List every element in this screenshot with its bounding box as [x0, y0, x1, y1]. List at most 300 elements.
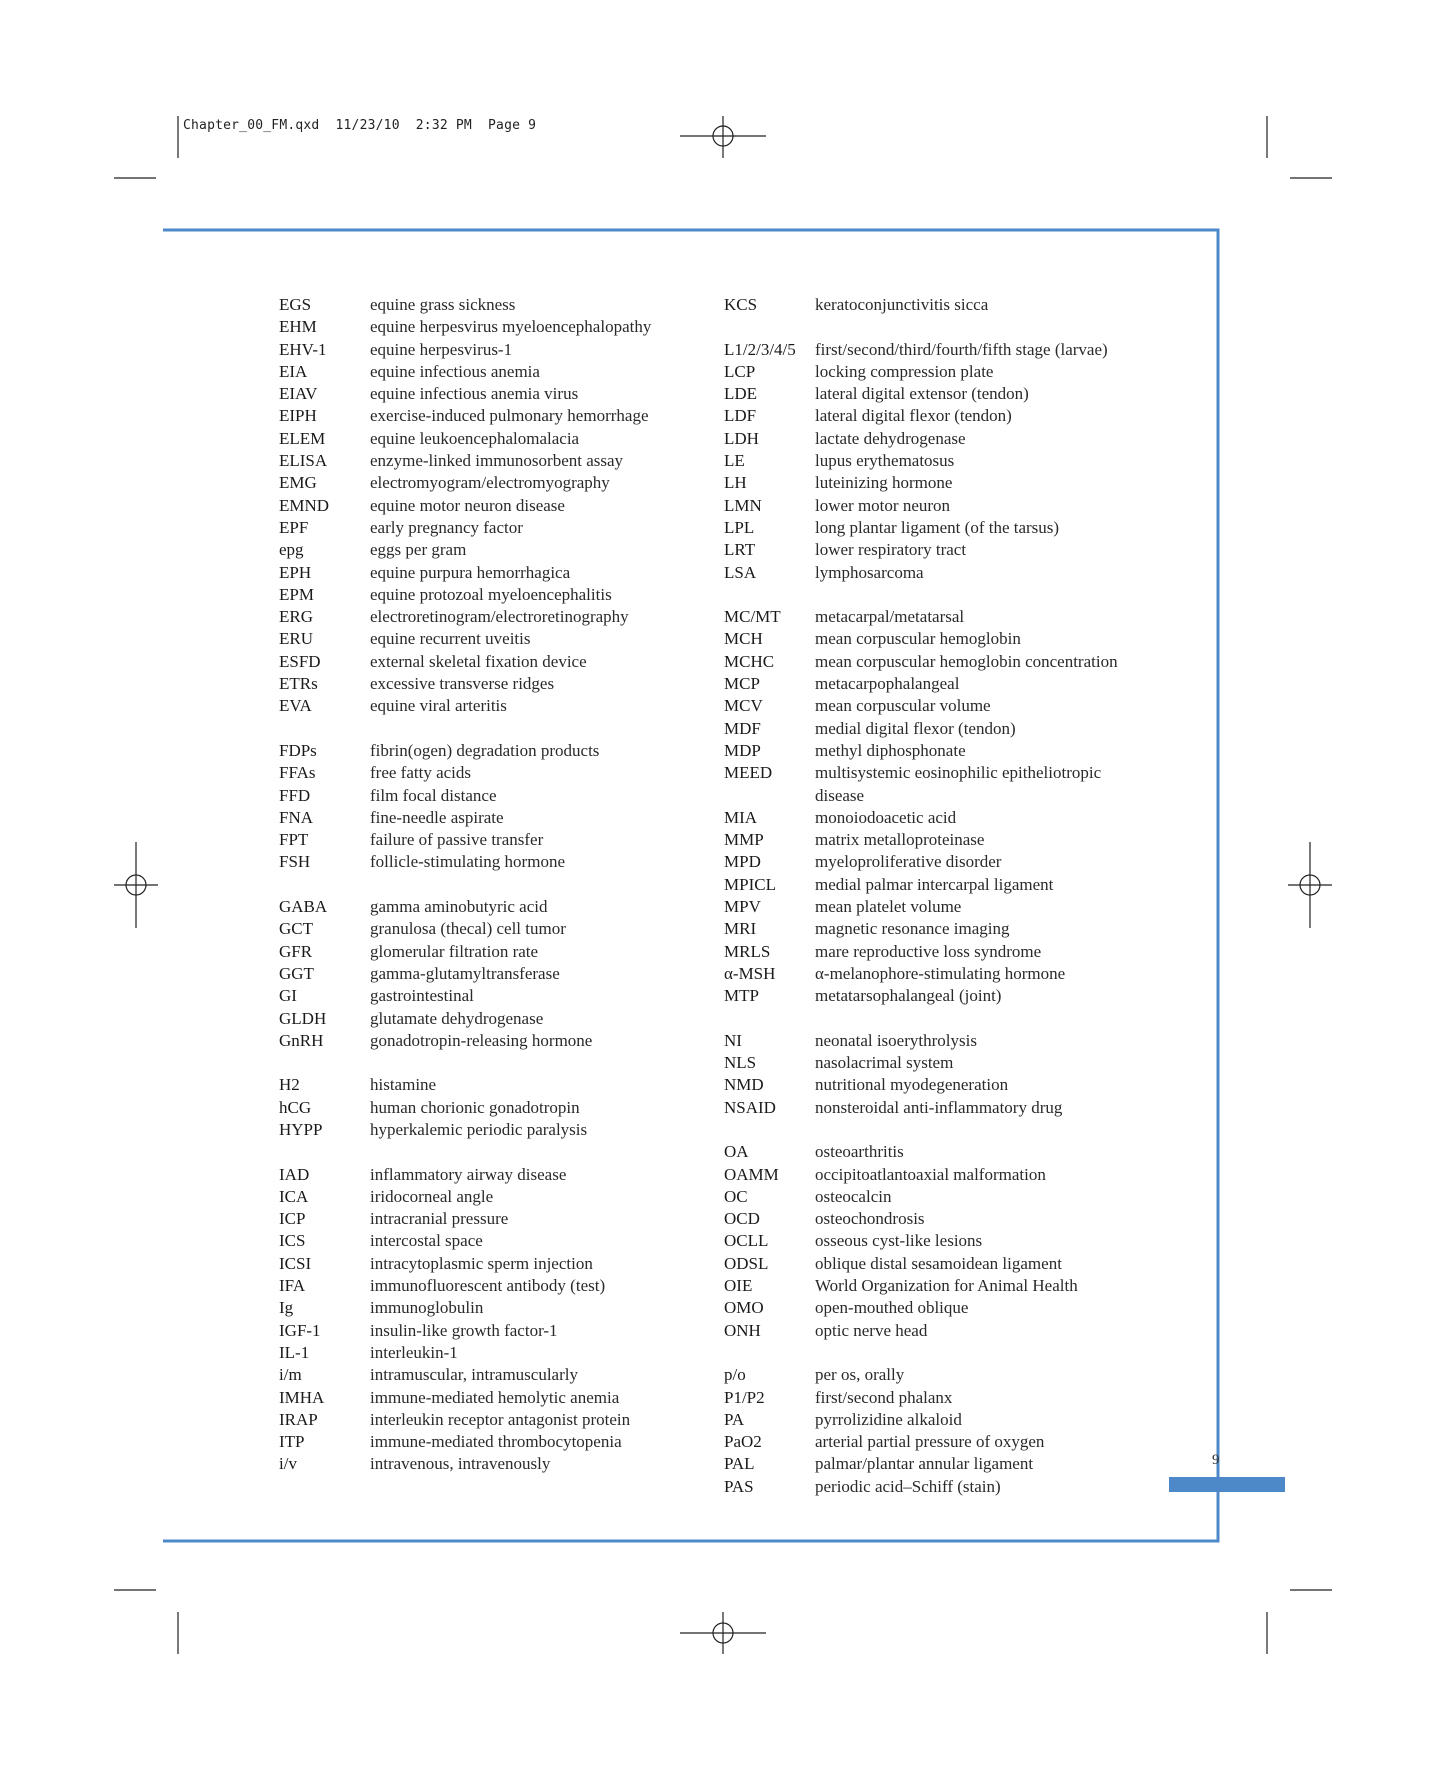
abbreviation-entry — [279, 1364, 699, 1386]
abbreviation: MRI — [724, 919, 757, 939]
page-tab-marker — [1169, 1477, 1285, 1492]
definition: open-mouthed oblique — [815, 1298, 969, 1318]
abbreviation: α-MSH — [724, 963, 776, 983]
abbreviation: LE — [724, 451, 745, 471]
definition: World Organization for Animal Health — [815, 1276, 1078, 1296]
abbreviation: PAS — [724, 1476, 754, 1496]
abbreviation-entry — [724, 383, 1164, 405]
abbreviation: MCHC — [724, 651, 775, 671]
definition: intercostal space — [370, 1231, 483, 1251]
abbreviation: OA — [724, 1142, 749, 1162]
definition: immunofluorescent antibody (test) — [370, 1276, 606, 1296]
abbreviation: LDF — [724, 406, 757, 426]
definition: immune-mediated hemolytic anemia — [370, 1387, 620, 1407]
abbreviation: LCP — [724, 361, 756, 381]
abbreviation-entry — [724, 1208, 1164, 1230]
abbreviation — [724, 1008, 815, 1030]
definition: first/second/third/fourth/fifth stage (larvae) — [815, 339, 1108, 359]
abbreviation-entry — [724, 1476, 1164, 1498]
definition: electromyogram/electromyography — [370, 473, 610, 493]
abbreviation-entry — [724, 718, 1164, 740]
abbreviation-entry — [724, 1409, 1164, 1431]
abbreviation-entry — [724, 450, 1164, 472]
abbreviation-entry — [724, 539, 1164, 561]
abbreviation: ESFD — [279, 651, 321, 671]
definition: periodic acid–Schiff (stain) — [815, 1476, 1001, 1496]
abbreviation-entry — [724, 1186, 1164, 1208]
abbreviation: PAL — [724, 1454, 755, 1474]
definition: lupus erythematosus — [815, 451, 955, 471]
abbreviation: FFD — [279, 785, 311, 805]
definition: histamine — [370, 1075, 437, 1095]
abbreviation-entry — [279, 539, 699, 561]
abbreviation: IMHA — [279, 1387, 325, 1407]
abbreviation-entry — [724, 963, 1164, 985]
abbreviation-entry — [724, 1074, 1164, 1096]
definition: disease — [815, 785, 865, 805]
abbreviation-entry — [279, 584, 699, 606]
abbreviation: MCV — [724, 696, 763, 716]
abbreviation-entry — [724, 339, 1164, 361]
definition: medial digital flexor (tendon) — [815, 718, 1016, 738]
abbreviation-entry — [724, 896, 1164, 918]
abbreviation — [279, 718, 370, 740]
definition: exercise-induced pulmonary hemorrhage — [370, 406, 649, 426]
abbreviation-entry — [724, 1297, 1164, 1319]
abbreviation: ETRs — [279, 674, 318, 694]
abbreviation-entry — [279, 517, 699, 539]
definition: equine leukoencephalomalacia — [370, 428, 580, 448]
definition: external skeletal fixation device — [370, 651, 587, 671]
abbreviation-entry — [279, 785, 699, 807]
abbreviation: PaO2 — [724, 1432, 762, 1452]
abbreviation: EIPH — [279, 406, 317, 426]
definition: lateral digital flexor (tendon) — [815, 406, 1012, 426]
abbreviation-entry — [724, 1008, 1164, 1030]
abbreviation — [279, 1052, 370, 1074]
definition: equine protozoal myeloencephalitis — [370, 584, 612, 604]
abbreviation-entry — [279, 1052, 699, 1074]
abbreviation: ERU — [279, 629, 313, 649]
abbreviation-entry — [279, 896, 699, 918]
abbreviation: i/m — [279, 1365, 302, 1385]
abbreviation: MC/MT — [724, 607, 781, 627]
abbreviation-entry — [724, 918, 1164, 940]
definition: glutamate dehydrogenase — [370, 1008, 544, 1028]
abbreviation-entry — [279, 1208, 699, 1230]
abbreviation-column-right — [724, 294, 1164, 1498]
definition: lactate dehydrogenase — [815, 428, 966, 448]
abbreviation: IFA — [279, 1276, 306, 1296]
abbreviation-entry — [724, 851, 1164, 873]
definition: fibrin(ogen) degradation products — [370, 740, 600, 760]
definition: excessive transverse ridges — [370, 674, 555, 694]
abbreviation: GnRH — [279, 1030, 324, 1050]
abbreviation: MMP — [724, 830, 764, 850]
abbreviation-entry — [279, 851, 699, 873]
abbreviation-entry — [724, 651, 1164, 673]
abbreviation-entry — [724, 874, 1164, 896]
definition: equine viral arteritis — [370, 696, 507, 716]
abbreviation-column-left — [279, 294, 699, 1476]
abbreviation-entry — [279, 1275, 699, 1297]
definition: insulin-like growth factor-1 — [370, 1320, 558, 1340]
definition: early pregnancy factor — [370, 517, 523, 537]
definition: equine motor neuron disease — [370, 495, 565, 515]
definition: film focal distance — [370, 785, 497, 805]
abbreviation-entry — [724, 941, 1164, 963]
abbreviation: ICA — [279, 1186, 309, 1206]
abbreviation: NMD — [724, 1075, 764, 1095]
abbreviation-entry — [724, 1453, 1164, 1475]
definition: nonsteroidal anti-inflammatory drug — [815, 1097, 1063, 1117]
abbreviation: ICSI — [279, 1253, 312, 1273]
abbreviation-entry — [279, 472, 699, 494]
abbreviation: OCD — [724, 1209, 760, 1229]
abbreviation: ICS — [279, 1231, 306, 1251]
abbreviation: p/o — [724, 1365, 746, 1385]
abbreviation: LDE — [724, 384, 758, 404]
definition: gamma-glutamyltransferase — [370, 963, 560, 983]
abbreviation-entry — [279, 673, 699, 695]
definition: intracranial pressure — [370, 1209, 509, 1229]
definition: intracytoplasmic sperm injection — [370, 1253, 593, 1273]
abbreviation: FNA — [279, 807, 314, 827]
abbreviation: EHM — [279, 317, 317, 337]
abbreviation-entry — [279, 874, 699, 896]
definition: intravenous, intravenously — [370, 1454, 551, 1474]
abbreviation-entry — [724, 428, 1164, 450]
abbreviation-entry — [279, 1030, 699, 1052]
abbreviation-entry — [279, 807, 699, 829]
abbreviation-entry — [724, 606, 1164, 628]
definition: metatarsophalangeal (joint) — [815, 986, 1002, 1006]
definition: medial palmar intercarpal ligament — [815, 874, 1054, 894]
abbreviation-entry — [279, 1342, 699, 1364]
abbreviation: GGT — [279, 963, 314, 983]
abbreviation: MTP — [724, 986, 759, 1006]
abbreviation: PA — [724, 1409, 745, 1429]
abbreviation: FSH — [279, 852, 311, 872]
page-number: 9 — [1212, 1452, 1220, 1468]
abbreviation: OIE — [724, 1276, 753, 1296]
abbreviation: MDF — [724, 718, 761, 738]
abbreviation-entry — [279, 1008, 699, 1030]
definition: mare reproductive loss syndrome — [815, 941, 1042, 961]
definition: lymphosarcoma — [815, 562, 924, 582]
abbreviation-entry — [724, 405, 1164, 427]
definition: equine infectious anemia — [370, 361, 540, 381]
definition: osteoarthritis — [815, 1142, 904, 1162]
abbreviation-entry — [724, 517, 1164, 539]
definition: equine herpesvirus-1 — [370, 339, 513, 359]
definition: hyperkalemic periodic paralysis — [370, 1119, 588, 1139]
definition: myeloproliferative disorder — [815, 852, 1002, 872]
abbreviation-entry — [724, 1320, 1164, 1342]
definition: intramuscular, intramuscularly — [370, 1365, 578, 1385]
abbreviation: MCH — [724, 629, 763, 649]
definition: multisystemic eosinophilic epitheliotropic — [815, 763, 1102, 783]
abbreviation: OAMM — [724, 1164, 779, 1184]
definition: fine-needle aspirate — [370, 807, 504, 827]
abbreviation: LRT — [724, 540, 756, 560]
abbreviation-entry — [279, 941, 699, 963]
abbreviation: FFAs — [279, 763, 316, 783]
definition: follicle-stimulating hormone — [370, 852, 565, 872]
abbreviation: ITP — [279, 1432, 305, 1452]
definition: metacarpal/metatarsal — [815, 607, 965, 627]
abbreviation-entry — [279, 1230, 699, 1252]
abbreviation: OCLL — [724, 1231, 769, 1251]
definition: pyrrolizidine alkaloid — [815, 1409, 962, 1429]
definition: inflammatory airway disease — [370, 1164, 567, 1184]
abbreviation-entry — [279, 918, 699, 940]
abbreviation: MPV — [724, 897, 761, 917]
abbreviation — [279, 874, 370, 896]
abbreviation: OMO — [724, 1298, 764, 1318]
abbreviation-entry — [724, 1342, 1164, 1364]
abbreviation: LSA — [724, 562, 757, 582]
definition: monoiodoacetic acid — [815, 807, 957, 827]
abbreviation: GABA — [279, 897, 328, 917]
definition: interleukin receptor antagonist protein — [370, 1409, 631, 1429]
abbreviation-entry — [279, 963, 699, 985]
definition: long plantar ligament (of the tarsus) — [815, 517, 1060, 537]
abbreviation: FPT — [279, 830, 309, 850]
abbreviation: ONH — [724, 1320, 761, 1340]
abbreviation-entry — [279, 651, 699, 673]
abbreviation-entry — [279, 428, 699, 450]
definition: magnetic resonance imaging — [815, 919, 1010, 939]
abbreviation-entry — [724, 361, 1164, 383]
abbreviation: MPICL — [724, 874, 776, 894]
definition: keratoconjunctivitis sicca — [815, 295, 989, 314]
definition: osseous cyst-like lesions — [815, 1231, 983, 1251]
definition: failure of passive transfer — [370, 830, 544, 850]
abbreviation-entry — [724, 316, 1164, 338]
abbreviation-entry — [279, 1387, 699, 1409]
abbreviation-entry — [724, 695, 1164, 717]
abbreviation: hCG — [279, 1097, 312, 1117]
abbreviation-entry — [724, 1364, 1164, 1386]
abbreviation-entry — [724, 1097, 1164, 1119]
abbreviation-entry — [279, 339, 699, 361]
abbreviation-entry — [724, 785, 1164, 807]
definition: optic nerve head — [815, 1320, 928, 1340]
abbreviation: LDH — [724, 428, 759, 448]
definition: equine recurrent uveitis — [370, 629, 531, 649]
definition: osteochondrosis — [815, 1209, 925, 1229]
abbreviation: ELISA — [279, 451, 328, 471]
abbreviation: ODSL — [724, 1253, 769, 1273]
definition: immune-mediated thrombocytopenia — [370, 1432, 622, 1452]
abbreviation-entry — [279, 1141, 699, 1163]
abbreviation: EVA — [279, 696, 312, 716]
definition: metacarpophalangeal — [815, 674, 960, 694]
abbreviation-entry — [279, 762, 699, 784]
abbreviation: i/v — [279, 1454, 297, 1474]
definition: luteinizing hormone — [815, 473, 953, 493]
abbreviation: IAD — [279, 1164, 310, 1184]
abbreviation-entry — [279, 628, 699, 650]
abbreviation: KCS — [724, 295, 758, 314]
abbreviation-entry — [279, 405, 699, 427]
abbreviation-entry — [279, 562, 699, 584]
abbreviation-entry — [724, 1030, 1164, 1052]
abbreviation-entry — [279, 1074, 699, 1096]
definition: matrix metalloproteinase — [815, 830, 985, 850]
definition: equine infectious anemia virus — [370, 384, 579, 404]
abbreviation-entry — [279, 1409, 699, 1431]
abbreviation: NI — [724, 1030, 742, 1050]
definition: electroretinogram/electroretinography — [370, 607, 629, 627]
definition: nasolacrimal system — [815, 1053, 954, 1073]
abbreviation-entry — [724, 762, 1164, 784]
abbreviation-entry — [279, 695, 699, 717]
abbreviation: MPD — [724, 852, 761, 872]
abbreviation: ELEM — [279, 428, 326, 448]
abbreviation: H2 — [279, 1075, 300, 1095]
abbreviation: IGF-1 — [279, 1320, 321, 1340]
abbreviation: P1/P2 — [724, 1387, 765, 1407]
abbreviation: Ig — [279, 1298, 294, 1318]
definition: interleukin-1 — [370, 1342, 458, 1362]
abbreviation: MDP — [724, 740, 761, 760]
abbreviation: LH — [724, 473, 747, 493]
abbreviation: IRAP — [279, 1409, 318, 1429]
definition: occipitoatlantoaxial malformation — [815, 1164, 1046, 1184]
abbreviation-entry — [724, 472, 1164, 494]
abbreviation-entry — [724, 1052, 1164, 1074]
abbreviation: MIA — [724, 807, 758, 827]
definition: methyl diphosphonate — [815, 740, 966, 760]
abbreviation: GCT — [279, 919, 313, 939]
abbreviation-entry — [724, 294, 1164, 316]
abbreviation — [724, 316, 815, 338]
definition: glomerular filtration rate — [370, 941, 539, 961]
abbreviation-entry — [724, 1164, 1164, 1186]
definition: mean corpuscular hemoglobin concentration — [815, 651, 1118, 671]
abbreviation-entry — [279, 294, 699, 316]
abbreviation-entry — [279, 1186, 699, 1208]
abbreviation-entry — [279, 1297, 699, 1319]
abbreviation-entry — [279, 1320, 699, 1342]
abbreviation-entry — [279, 1097, 699, 1119]
definition: lower motor neuron — [815, 495, 951, 515]
abbreviation — [724, 1342, 815, 1364]
abbreviation: GFR — [279, 941, 313, 961]
abbreviation: EIAV — [279, 384, 318, 404]
abbreviation — [279, 1141, 370, 1163]
definition: per os, orally — [815, 1365, 905, 1385]
abbreviation: EIA — [279, 361, 308, 381]
abbreviation: MRLS — [724, 941, 771, 961]
abbreviation: EMND — [279, 495, 330, 515]
abbreviation-entry — [724, 628, 1164, 650]
abbreviation-entry — [279, 316, 699, 338]
abbreviation-entry — [279, 1253, 699, 1275]
abbreviation-entry — [724, 807, 1164, 829]
abbreviation-entry — [724, 740, 1164, 762]
abbreviation: EPH — [279, 562, 312, 582]
abbreviation: NLS — [724, 1053, 757, 1073]
abbreviation: ERG — [279, 607, 313, 627]
abbreviation-entry — [724, 495, 1164, 517]
abbreviation-entry — [724, 1275, 1164, 1297]
definition: granulosa (thecal) cell tumor — [370, 919, 566, 939]
abbreviation: NSAID — [724, 1097, 776, 1117]
abbreviation: MCP — [724, 674, 760, 694]
abbreviation-entry — [279, 383, 699, 405]
definition: equine herpesvirus myeloencephalopathy — [370, 317, 652, 337]
abbreviation-entry — [279, 1119, 699, 1141]
abbreviation: FDPs — [279, 740, 317, 760]
abbreviation: LPL — [724, 517, 755, 537]
abbreviation-entry — [724, 1141, 1164, 1163]
abbreviation-entry — [279, 495, 699, 517]
abbreviation-entry — [279, 1431, 699, 1453]
print-slug: Chapter_00_FM.qxd 11/23/10 2:32 PM Page 9 — [183, 118, 537, 133]
abbreviation: EGS — [279, 295, 312, 314]
definition: first/second phalanx — [815, 1387, 953, 1407]
abbreviation-entry — [724, 1253, 1164, 1275]
definition: α-melanophore-stimulating hormone — [815, 963, 1066, 983]
abbreviation: LMN — [724, 495, 762, 515]
definition: nutritional myodegeneration — [815, 1075, 1009, 1095]
abbreviation-entry — [279, 1453, 699, 1475]
abbreviation-entry — [724, 1230, 1164, 1252]
abbreviation-entry — [724, 985, 1164, 1007]
definition: iridocorneal angle — [370, 1186, 494, 1206]
abbreviation: EHV-1 — [279, 339, 327, 359]
definition: eggs per gram — [370, 540, 467, 560]
abbreviation: EPF — [279, 517, 309, 537]
abbreviation-entry — [724, 584, 1164, 606]
abbreviation: MEED — [724, 763, 773, 783]
abbreviation-entry — [279, 985, 699, 1007]
abbreviation: IL-1 — [279, 1342, 310, 1362]
abbreviation: ICP — [279, 1209, 306, 1229]
abbreviation: EPM — [279, 584, 314, 604]
abbreviation: epg — [279, 540, 304, 560]
definition: immunoglobulin — [370, 1298, 484, 1318]
definition: equine purpura hemorrhagica — [370, 562, 571, 582]
abbreviation: GLDH — [279, 1008, 327, 1028]
abbreviation: L1/2/3/4/5 — [724, 339, 796, 359]
abbreviation-entry — [724, 562, 1164, 584]
definition: neonatal isoerythrolysis — [815, 1030, 977, 1050]
abbreviation-entry — [279, 450, 699, 472]
definition: palmar/plantar annular ligament — [815, 1454, 1034, 1474]
definition: mean corpuscular volume — [815, 696, 991, 716]
abbreviation-entry — [724, 1431, 1164, 1453]
abbreviation: HYPP — [279, 1119, 323, 1139]
abbreviation-entry — [279, 1164, 699, 1186]
definition: enzyme-linked immunosorbent assay — [370, 451, 624, 471]
abbreviation-entry — [724, 673, 1164, 695]
abbreviation-entry — [724, 1119, 1164, 1141]
definition: mean corpuscular hemoglobin — [815, 629, 1021, 649]
abbreviation: EMG — [279, 473, 317, 493]
definition: equine grass sickness — [370, 295, 516, 314]
abbreviation-entry — [724, 1387, 1164, 1409]
abbreviation-entry — [279, 718, 699, 740]
definition: lateral digital extensor (tendon) — [815, 384, 1029, 404]
definition: lower respiratory tract — [815, 540, 967, 560]
abbreviation — [724, 1119, 815, 1141]
definition: gamma aminobutyric acid — [370, 897, 548, 917]
abbreviation-entry — [279, 361, 699, 383]
